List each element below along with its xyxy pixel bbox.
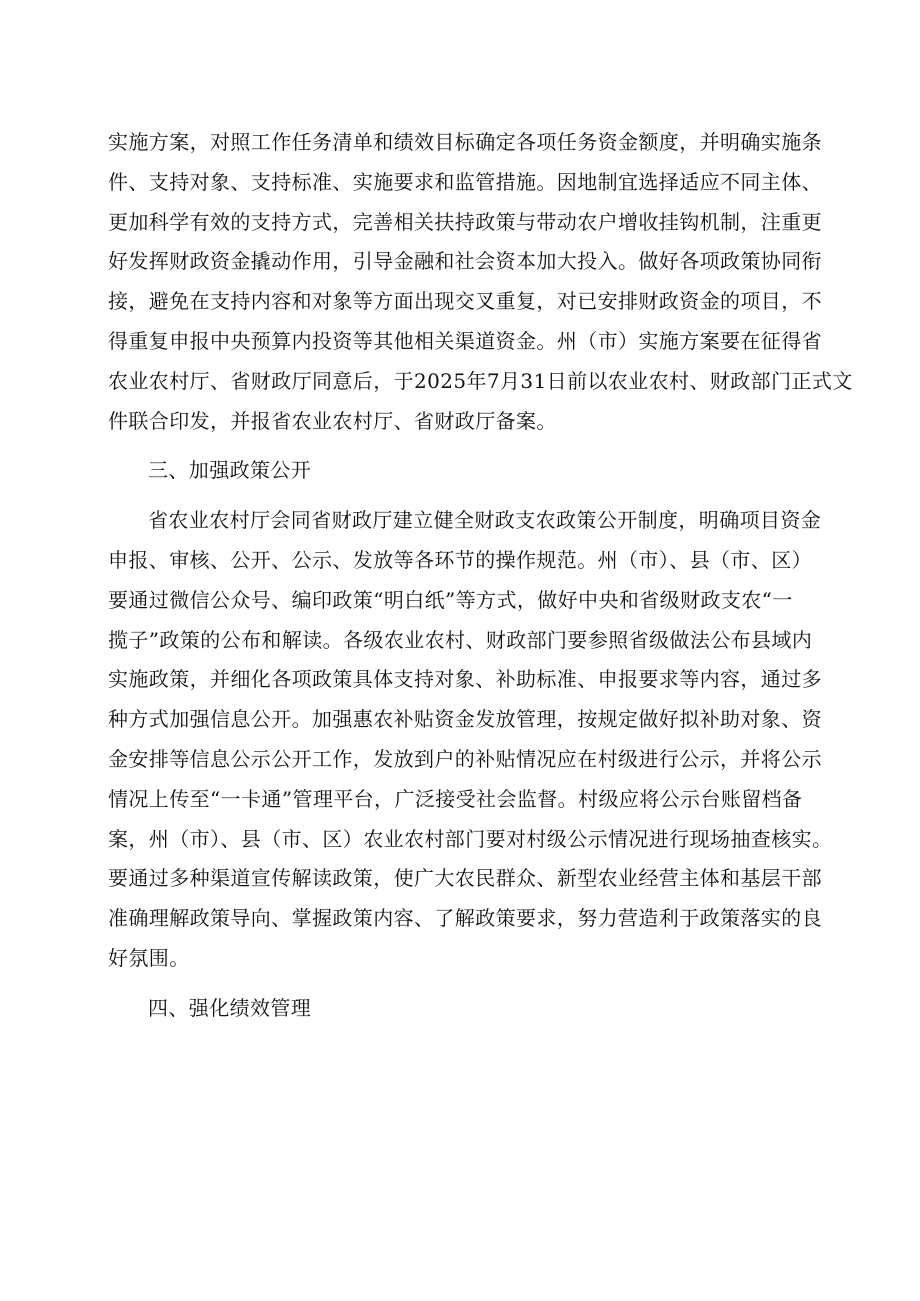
text-line: 揽子”政策的公布和解读。各级农业农村、财政部门要参照省级做法公布县域内 bbox=[108, 627, 813, 652]
paragraph-implementation-plan bbox=[108, 123, 853, 441]
text-line: 省农业农村厅会同省财政厅建立健全财政支农政策公开制度，明确项目资金 bbox=[148, 508, 822, 533]
text-line: 要通过多种渠道宣传解读政策，使广大农民群众、新型农业经营主体和基层干部 bbox=[108, 866, 822, 891]
text-line: 情况上传至“一卡通”管理平台，广泛接受社会监督。村级应将公示台账留档备 bbox=[108, 786, 803, 811]
document-body bbox=[108, 123, 853, 1029]
paragraph-policy-disclosure bbox=[108, 501, 833, 979]
text-line: 金安排等信息公示公开工作，发放到户的补贴情况应在村级进行公示，并将公示 bbox=[108, 746, 822, 771]
text-line: 要通过微信公众号、编印政策“明白纸”等方式，做好中央和省级财政支农“一 bbox=[108, 587, 793, 612]
text-line: 更加科学有效的支持方式，完善相关扶持政策与带动农户增收挂钩机制，注重更 bbox=[108, 209, 822, 234]
text-line: 好发挥财政资金撬动作用，引导金融和社会资本加大投入。做好各项政策协同衔 bbox=[108, 249, 822, 274]
text-line: 件、支持对象、支持标准、实施要求和监管措施。因地制宜选择适应不同主体、 bbox=[108, 169, 822, 194]
section-heading-4: 四、强化绩效管理 bbox=[148, 995, 312, 1020]
section-heading-3: 三、加强政策公开 bbox=[148, 458, 312, 483]
text-line: 案，州（市）、县（市、区）农业农村部门要对村级公示情况进行现场抽查核实。 bbox=[108, 826, 833, 851]
text-line: 种方式加强信息公开。加强惠农补贴资金发放管理，按规定做好拟补助对象、资 bbox=[108, 707, 822, 732]
text-line: 实施政策，并细化各项政策具体支持对象、补助标准、申报要求等内容，通过多 bbox=[108, 667, 822, 692]
text-line: 准确理解政策导向、掌握政策内容、了解政策要求，努力营造利于政策落实的良 bbox=[108, 906, 822, 931]
text-line: 得重复申报中央预算内投资等其他相关渠道资金。州（市）实施方案要在征得省 bbox=[108, 328, 822, 353]
text-line: 接，避免在支持内容和对象等方面出现交叉重复，对已安排财政资金的项目，不 bbox=[108, 289, 822, 314]
text-line: 好氛围。 bbox=[108, 945, 190, 970]
text-line: 农业农村厅、省财政厅同意后，于2025年7月31日前以农业农村、财政部门正式文 bbox=[108, 368, 853, 393]
text-line: 件联合印发，并报省农业农村厅、省财政厅备案。 bbox=[108, 408, 557, 433]
text-line: 申报、审核、公开、公示、发放等各环节的操作规范。州（市）、县（市、区） bbox=[108, 547, 812, 572]
text-line: 实施方案，对照工作任务清单和绩效目标确定各项任务资金额度，并明确实施条 bbox=[108, 130, 822, 154]
